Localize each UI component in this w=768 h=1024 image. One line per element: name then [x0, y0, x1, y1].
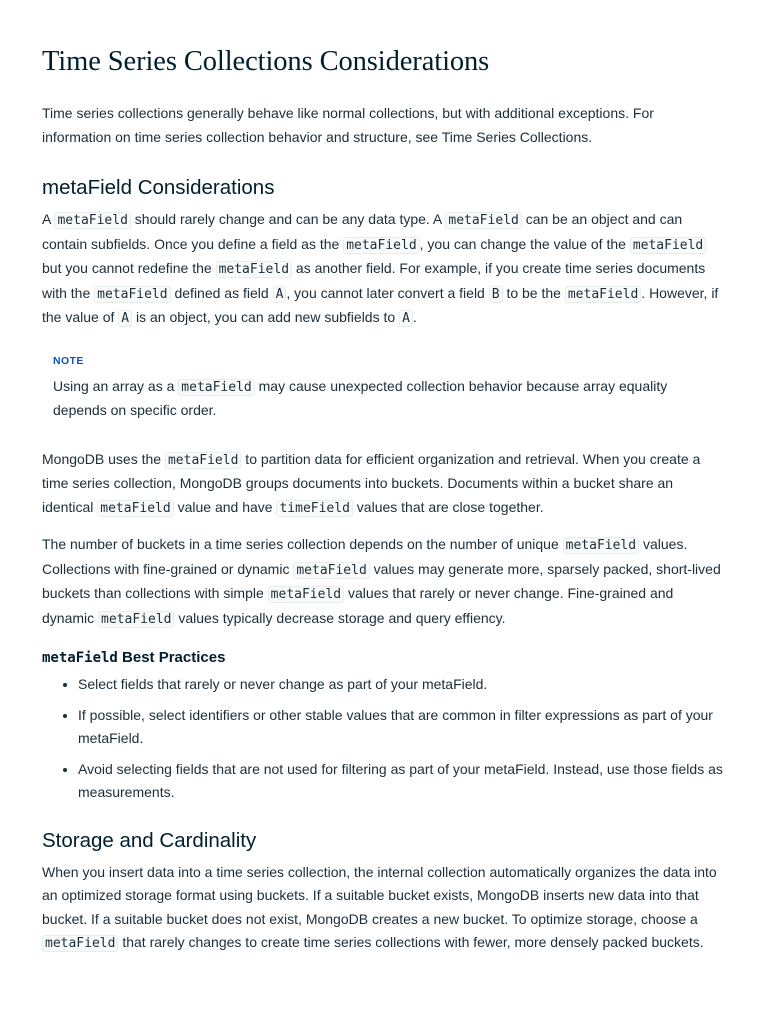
code-metafield: metaField [178, 379, 254, 396]
code-metafield: metaField [293, 562, 369, 579]
code-metafield: metaField [268, 586, 344, 603]
code-metafield: metaField [54, 212, 130, 229]
list-item: • Select fields that rarely or never change as part of your metaField. [78, 673, 726, 697]
intro-paragraph: Time series collections generally behave like normal collections, but with additional exceptions. For information on time series collection behavior and structure, see Time Series Collections. [42, 105, 654, 145]
metafield-paragraph-3: The number of buckets in a time series collection depends on the number of unique metaField values. Collections with fine-grained or dynamic metaField values may generate more, sparsely packed, short-lived buckets than collections with simple metaField values that rarely or never change. Fine-grained and dynamic metaField values typically decrease storage and query effiency. [42, 536, 721, 627]
note-callout [42, 347, 726, 431]
code-metafield: metaField [42, 935, 118, 952]
code-metafield: metaField [42, 650, 118, 666]
code-metafield: metaField [565, 286, 641, 303]
code-field-a: A [399, 310, 413, 327]
list-item: • Avoid selecting fields that are not used for filtering as part of your metaField. Instead, use those fields as measurements. [78, 758, 726, 805]
code-timefield: timeField [276, 500, 352, 517]
code-metafield: metaField [343, 237, 419, 254]
note-label: NOTE [53, 354, 84, 367]
code-metafield: metaField [445, 212, 521, 229]
code-metafield: metaField [94, 286, 170, 303]
storage-paragraph: When you insert data into a time series collection, the internal collection automatically organizes the data into an optimized storage format using buckets. If a suitable bucket exists, MongoDB inserts new data into that bucket. If a suitable bucket does not exist, MongoDB creates a new bucket. To optimize storage, choose a metaField that rarely changes to create time series collections with fewer, more densely packed buckets. [42, 863, 717, 951]
code-metafield: metaField [563, 537, 639, 554]
best-practices-heading: metaField Best Practices [42, 649, 226, 666]
code-field-a: A [273, 286, 287, 303]
code-metafield: metaField [98, 611, 174, 628]
metafield-considerations-heading: metaField Considerations [42, 176, 275, 199]
best-practices-list [42, 673, 726, 805]
code-metafield: metaField [216, 261, 292, 278]
note-text: Using an array as a metaField may cause unexpected collection behavior because array equality depends on specific order. [53, 377, 668, 418]
metafield-paragraph-1: A metaField should rarely change and can be any data type. A metaField can be an object and can contain subfields. Once you define a field as the metaField , you can change the value of the metaField but you cannot redefine the metaField as another field. For example, if you create time series documents with the metaField defined as field A , you cannot later convert a field B to be the metaField . However, if the value of A is an object, you can add new subfields to A . [42, 211, 719, 326]
list-item: • If possible, select identifiers or other stable values that are common in filter expressions as part of your metaField. [78, 704, 726, 751]
code-metafield: metaField [165, 452, 241, 469]
page-title: Time Series Collections Considerations [42, 46, 490, 77]
code-field-b: B [489, 286, 503, 303]
code-field-a: A [118, 310, 132, 327]
storage-cardinality-heading: Storage and Cardinality [42, 828, 257, 852]
code-metafield: metaField [630, 237, 706, 254]
code-metafield: metaField [97, 500, 173, 517]
metafield-paragraph-2: MongoDB uses the metaField to partition data for efficient organization and retrieval. When you create a time series collection, MongoDB groups documents into buckets. Documents within a bucket share an identical metaField value and have timeField values that are close together. [42, 450, 701, 516]
